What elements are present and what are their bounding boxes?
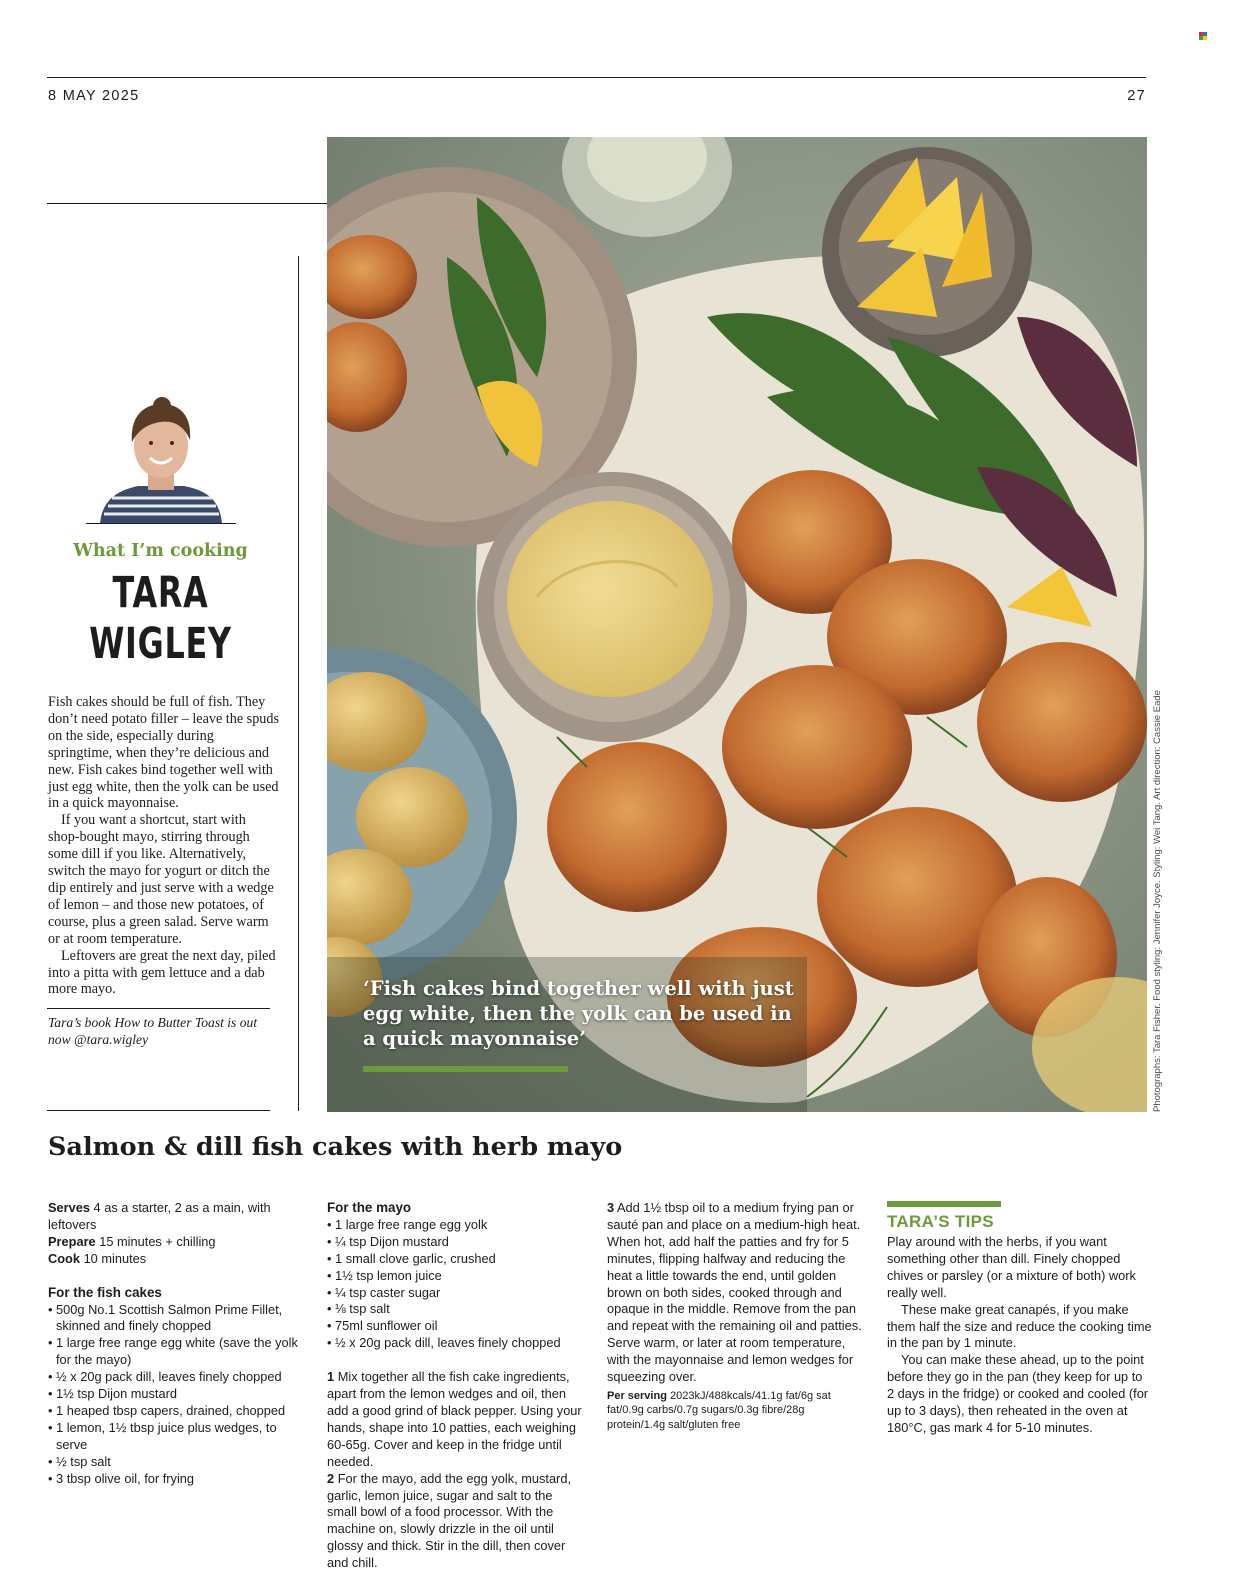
intro-paragraph: Fish cakes should be full of fish. They don’t need potato filler – leave the spuds on the side, especially during springtime, when they’re delicious and new. Fish cakes bind together well with just egg white, then the yolk can be used in a quick mayonnaise. — [48, 694, 280, 812]
ingredient-item: • ½ tsp salt — [48, 1454, 303, 1471]
nutrition-label: Per serving — [607, 1389, 667, 1402]
ingredient-item: • ½ x 20g pack dill, leaves finely chopped — [327, 1335, 582, 1352]
cook-value: 10 minutes — [83, 1250, 147, 1266]
serves-line — [48, 1200, 303, 1234]
tip-paragraph: Play around with the herbs, if you want something other than dill. Finely chopped chives or parsley (or a mixture of both) work really well. — [887, 1234, 1136, 1300]
prepare-line — [48, 1234, 303, 1251]
header-rule — [47, 77, 1146, 78]
column-kicker: What I’m cooking — [73, 541, 248, 561]
fish-cakes-ingredients — [48, 1302, 303, 1488]
cook-label: Cook — [48, 1250, 80, 1266]
issue-date: 8 MAY 2025 — [48, 88, 140, 104]
column-divider — [298, 256, 299, 1111]
ingredient-item: • 75ml sunflower oil — [327, 1318, 582, 1335]
nutrition-info — [607, 1389, 862, 1432]
recipe-mayo-column — [327, 1200, 582, 1572]
intro-paragraph: If you want a shortcut, start with shop-bought mayo, stirring through some dill if you like. Alternatively, switch the mayo for yogurt or ditch the dip entirely and just serve with a wedge of lemon – and those new potatoes, of course, plus a green salad. Serve warm or at room temperature. — [48, 812, 274, 947]
ingredient-item: • ¼ tsp Dijon mustard — [327, 1234, 582, 1251]
prepare-label: Prepare — [48, 1233, 96, 1249]
recipe-info-column — [48, 1200, 303, 1488]
ingredient-item: • ⅛ tsp salt — [327, 1301, 582, 1318]
recipe-method-column — [607, 1200, 862, 1432]
ingredient-item: • 3 tbsp olive oil, for frying — [48, 1471, 303, 1488]
method-step-1: 1 Mix together all the fish cake ingredients, apart from the lemon wedges and oil, then add a good grind of black pepper. Using your hands, shape into 10 patties, each weighing 60-65g. Cover and keep in the fridge until needed. — [327, 1369, 582, 1469]
serves-value: 4 as a starter, 2 as a main, with leftovers — [48, 1200, 271, 1232]
pull-quote: ‘Fish cakes bind together well with just egg white, then the yolk can be used in a quick mayonnaise’ — [363, 977, 794, 1050]
food-illustration — [327, 137, 1147, 1112]
method-step-2: 2 For the mayo, add the egg yolk, mustard, garlic, lemon juice, sugar and salt to the small bowl of a food processor. With the machine on, slowly drizzle in the oil until glossy and thick. Stir in the dill, then cover and chill. — [327, 1470, 571, 1571]
recipe-title: Salmon & dill fish cakes with herb mayo — [48, 1132, 623, 1162]
tips-accent-bar — [887, 1201, 1001, 1207]
tips-text — [887, 1234, 1152, 1437]
fish-cakes-heading: For the fish cakes — [48, 1284, 162, 1300]
ingredient-item: • 1½ tsp lemon juice — [327, 1268, 582, 1285]
ingredient-item: • 1 large free range egg yolk — [327, 1217, 582, 1234]
pull-quote-bar — [363, 1066, 568, 1072]
column-bottom-rule — [47, 1110, 270, 1111]
method-step-3: 3 Add 1½ tbsp oil to a medium frying pan or sauté pan and place on a medium-high heat. When hot, add half the patties and fry for 5 minutes, flipping halfway and reducing the heat a little towards the end, until golden brown on both sides, cooked through and opaque in the middle. Remove from the pan and repeat with the remaining oil and patties. Serve warm, or later at room temperature, with the mayonnaise and lemon wedges for squeezing over. — [607, 1200, 862, 1385]
ingredient-item: • 1 heaped tbsp capers, drained, chopped — [48, 1403, 303, 1420]
author-name — [77, 568, 244, 670]
ingredient-item: • ½ x 20g pack dill, leaves finely chopped — [48, 1369, 303, 1386]
mayo-ingredients — [327, 1217, 582, 1352]
intro-paragraph: Leftovers are great the next day, piled into a pitta with gem lettuce and a dab more mayo. — [48, 947, 276, 998]
hero-photo — [327, 137, 1147, 1112]
ingredient-item: • 1½ tsp Dijon mustard — [48, 1386, 303, 1403]
author-last-name: WIGLEY — [89, 619, 232, 669]
ingredient-item: • ¼ tsp caster sugar — [327, 1285, 582, 1302]
book-note: Tara’s book How to Butter Toast is out now @tara.wigley — [48, 1015, 258, 1047]
ingredient-item: • 1 lemon, 1½ tbsp juice plus wedges, to serve — [48, 1420, 303, 1454]
cook-line — [48, 1251, 303, 1268]
prepare-value: 15 minutes + chilling — [99, 1233, 216, 1249]
ingredient-item: • 1 large free range egg white (save the yolk for the mayo) — [48, 1335, 303, 1369]
column-top-rule — [47, 203, 327, 204]
tip-paragraph: These make great canapés, if you make them half the size and reduce the cooking time in the pan by 1 minute. — [887, 1301, 1152, 1351]
intro-text — [48, 694, 280, 998]
tips-heading: TARA’S TIPS — [887, 1212, 994, 1231]
mayo-heading: For the mayo — [327, 1200, 412, 1215]
page-number: 27 — [1127, 88, 1146, 104]
author-first-name: TARA — [112, 568, 209, 618]
author-portrait — [86, 396, 236, 524]
photo-credit: Photographs: Tara Fisher. Food styling: Jennifer Joyce. Styling: Wei Tang. Art direction: Cassie Eade — [1152, 690, 1163, 1112]
ingredient-item: • 1 small clove garlic, crushed — [327, 1251, 582, 1268]
ingredient-item: • 500g No.1 Scottish Salmon Prime Fillet, skinned and finely chopped — [48, 1302, 303, 1336]
tip-paragraph: You can make these ahead, up to the point before they go in the pan (they keep for up to 2 days in the fridge) or cooked and cooled (for up to 3 days), then reheated in the oven at 180°C, gas mark 4 for 5-10 minutes. — [887, 1352, 1149, 1435]
color-registration-mark — [1203, 36, 1207, 40]
book-note-rule — [47, 1008, 270, 1009]
nutrition-values: 2023kJ/488kcals/41.1g fat/6g sat fat/0.9g carbs/0.7g sugars/0.3g fibre/28g protein/1.4g salt/gluten free — [607, 1389, 831, 1431]
serves-label: Serves — [48, 1200, 90, 1215]
